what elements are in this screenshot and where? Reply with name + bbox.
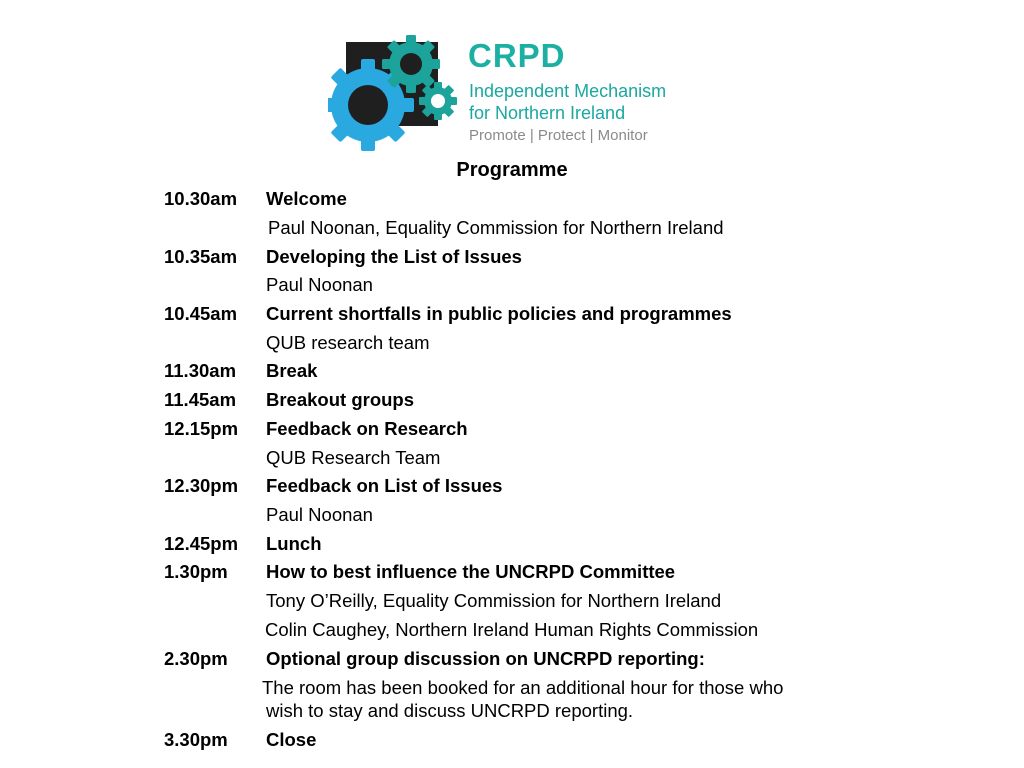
item-speaker: Paul Noonan: [266, 504, 373, 525]
crpd-logo: [328, 34, 684, 152]
item-time: 12.45pm: [164, 533, 239, 554]
item-time: 3.30pm: [164, 729, 228, 750]
item-speaker: Tony O’Reilly, Equality Commission for Northern Ireland: [266, 590, 722, 611]
item-title: Break: [266, 360, 318, 381]
item-title: Close: [266, 729, 317, 750]
item-title: Optional group discussion on UNCRPD reporting:: [266, 648, 705, 669]
item-time: 10.30am: [164, 188, 238, 209]
item-time: 11.45am: [164, 389, 237, 410]
item-title: Current shortfalls in public policies and programmes: [266, 303, 732, 324]
item-title: Lunch: [266, 533, 322, 554]
item-title: Developing the List of Issues: [266, 246, 522, 267]
logo-title: CRPD: [468, 37, 566, 74]
item-title: Feedback on Research: [266, 418, 468, 439]
item-time: 2.30pm: [164, 648, 228, 669]
item-time: 12.15pm: [164, 418, 239, 439]
item-time: 12.30pm: [164, 475, 239, 496]
item-speaker: Paul Noonan: [266, 274, 373, 295]
item-note-line: The room has been booked for an additional hour for those who: [262, 677, 784, 698]
gear-medium-icon: [382, 35, 440, 93]
item-speaker: QUB research team: [266, 332, 430, 353]
item-time: 1.30pm: [164, 561, 228, 582]
item-time: 10.35am: [164, 246, 238, 267]
item-title: How to best influence the UNCRPD Committee: [266, 561, 676, 582]
item-note-line: wish to stay and discuss UNCRPD reporting.: [266, 700, 634, 721]
gear-small-icon: [419, 82, 457, 120]
gears-logo-icon: [328, 34, 463, 152]
logo-subtitle-line-2: for Northern Ireland: [469, 103, 626, 123]
logo-subtitle-line-1: Independent Mechanism: [469, 81, 667, 101]
item-speaker: Paul Noonan, Equality Commission for Northern Ireland: [268, 217, 724, 238]
item-speaker: Colin Caughey, Northern Ireland Human Rights Commission: [265, 619, 759, 640]
item-title: Feedback on List of Issues: [266, 475, 503, 496]
item-title: Welcome: [266, 188, 347, 209]
item-time: 11.30am: [164, 360, 237, 381]
item-speaker: QUB Research Team: [266, 447, 441, 468]
item-time: 10.45am: [164, 303, 238, 324]
item-title: Breakout groups: [266, 389, 415, 410]
page-title: Programme: [456, 159, 568, 181]
logo-tagline: Promote | Protect | Monitor: [469, 127, 648, 144]
